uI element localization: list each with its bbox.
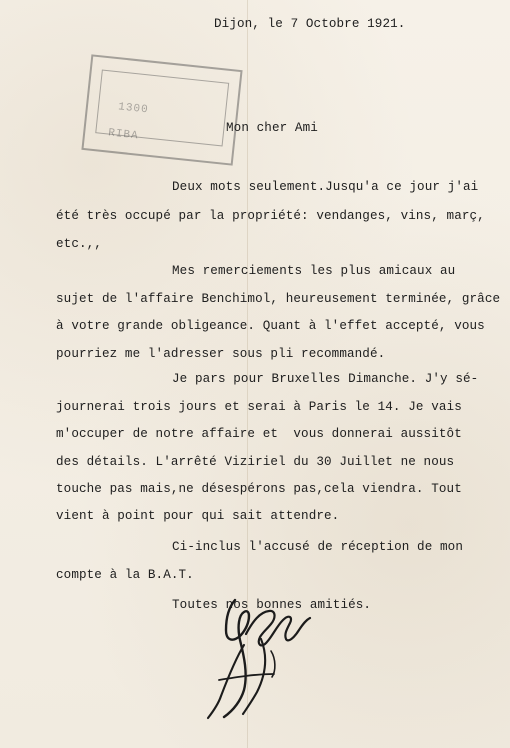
salutation: Mon cher Ami — [226, 121, 318, 135]
body-line-4: Mes remerciements les plus amicaux au — [172, 264, 456, 278]
body-line-7: pourriez me l'adresser sous pli recommandé. — [56, 347, 386, 361]
body-line-8: Je pars pour Bruxelles Dimanche. J'y sé- — [172, 372, 479, 386]
stamp-text-line-1: 1300 — [117, 101, 150, 117]
body-line-3: etc.,, — [56, 237, 102, 251]
body-line-9: journerai trois jours et serai à Paris le 14. Je vais — [56, 400, 462, 414]
handwritten-signature — [188, 582, 318, 722]
stamp-text-line-2: RIBA — [107, 127, 140, 143]
body-line-5: sujet de l'affaire Benchimol, heureusement terminée, grâce — [56, 292, 501, 306]
date-line: Dijon, le 7 Octobre 1921. — [214, 17, 406, 31]
body-line-15: compte à la B.A.T. — [56, 568, 194, 582]
body-line-6: à votre grande obligeance. Quant à l'effet accepté, vous — [56, 319, 485, 333]
body-line-10: m'occuper de notre affaire et vous donnerai aussitôt — [56, 427, 462, 441]
closing-line: Toutes nos bonnes amitiés. — [172, 598, 372, 612]
body-line-11: des détails. L'arrêté Viziriel du 30 Juillet ne nous — [56, 455, 455, 469]
body-line-12: touche pas mais,ne désespérons pas,cela viendra. Tout — [56, 482, 462, 496]
body-line-2: été très occupé par la propriété: vendanges, vins, març, — [56, 209, 485, 223]
body-line-13: vient à point pour qui sait attendre. — [56, 509, 340, 523]
body-line-1: Deux mots seulement.Jusqu'a ce jour j'ai — [172, 180, 479, 194]
body-line-14: Ci-inclus l'accusé de réception de mon — [172, 540, 463, 554]
